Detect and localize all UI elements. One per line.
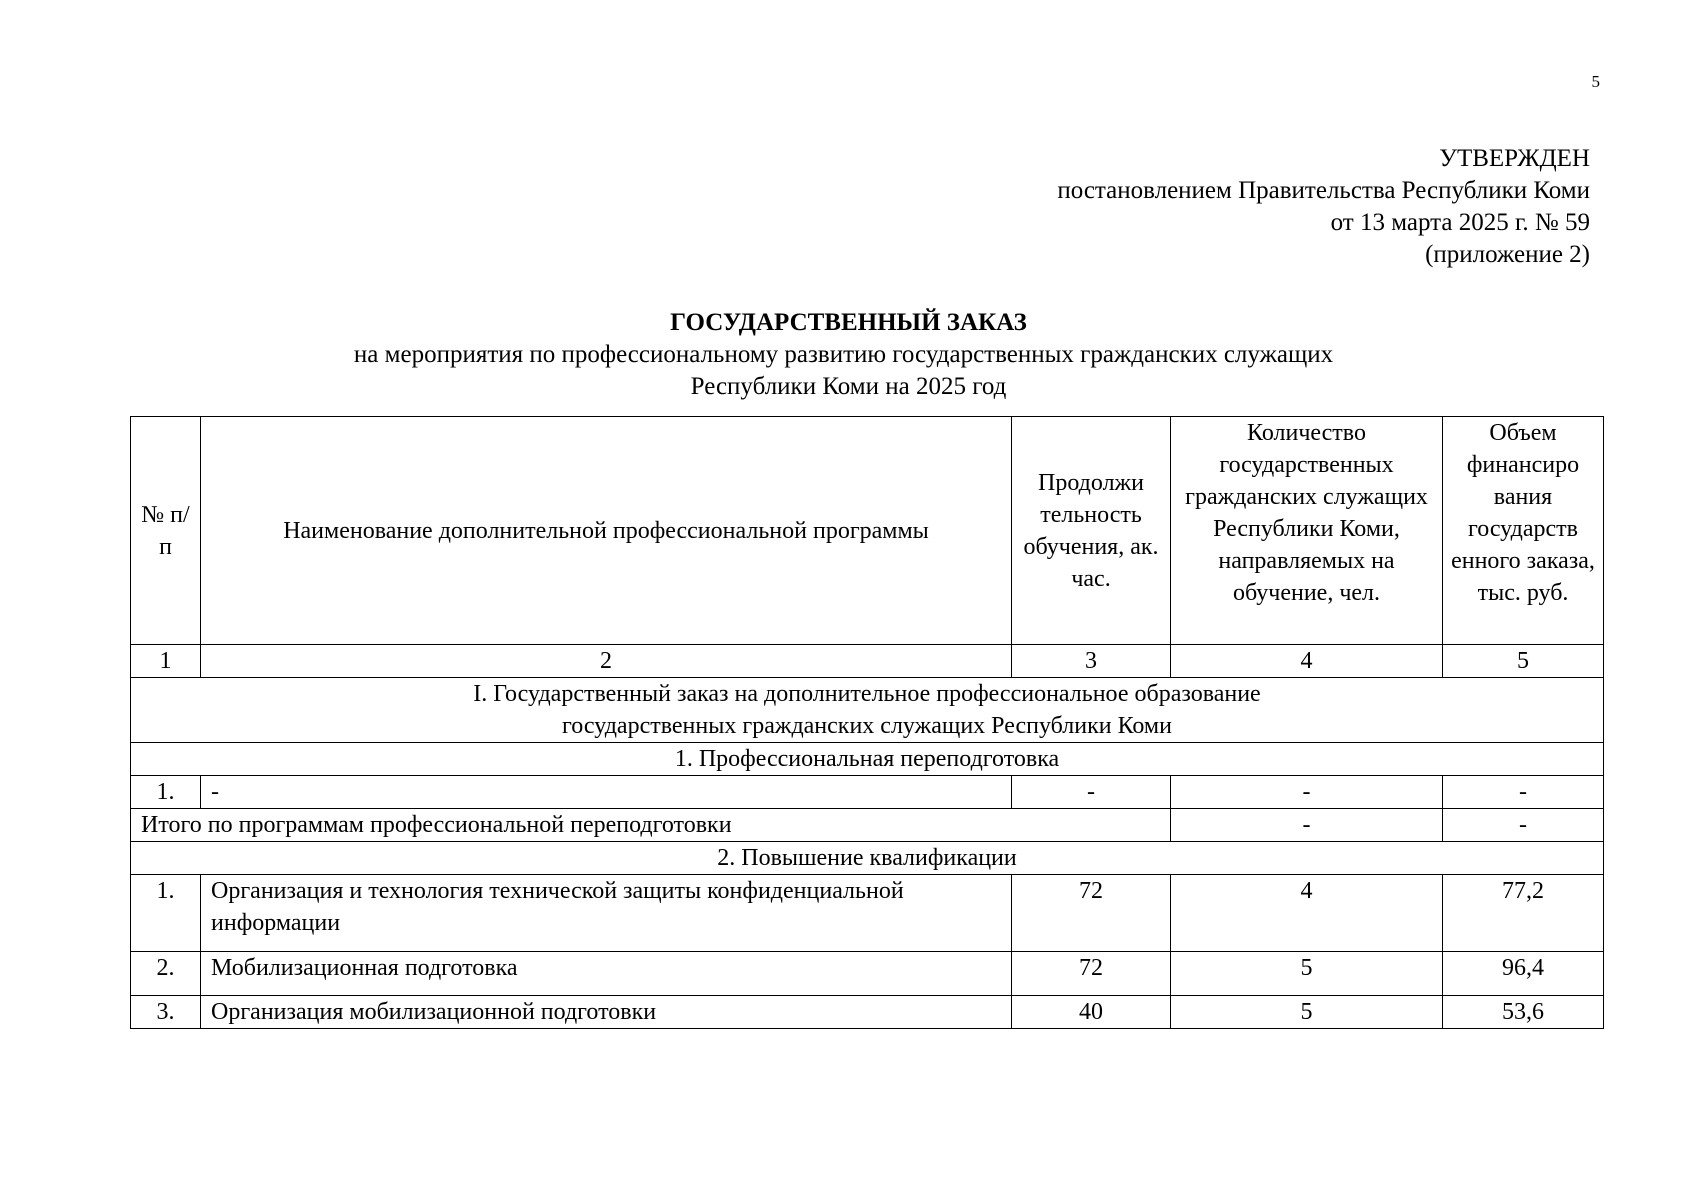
total-people-count: - bbox=[1171, 809, 1443, 842]
column-number: 4 bbox=[1171, 645, 1443, 678]
title-main: ГОСУДАРСТВЕННЫЙ ЗАКАЗ bbox=[670, 309, 1027, 336]
subsection-heading-qualification: 2. Повышение квалификации bbox=[131, 842, 1604, 875]
table-header-row bbox=[131, 417, 1604, 645]
approval-date: от 13 марта 2025 г. № 59 bbox=[1330, 209, 1590, 236]
subsection-heading-retraining: 1. Профессиональная переподготовка bbox=[131, 743, 1604, 776]
row-program-name: - bbox=[201, 776, 1012, 809]
row-duration: 72 bbox=[1012, 952, 1171, 996]
column-numbering-row bbox=[131, 645, 1604, 678]
table-row bbox=[131, 996, 1604, 1029]
column-number: 3 bbox=[1012, 645, 1171, 678]
column-number: 1 bbox=[131, 645, 201, 678]
total-row bbox=[131, 809, 1604, 842]
column-number: 2 bbox=[201, 645, 1012, 678]
row-people-count: 5 bbox=[1171, 952, 1443, 996]
header-duration: Продолжи тельность обучения, ак. час. bbox=[1012, 417, 1171, 645]
table-row bbox=[131, 875, 1604, 952]
row-number: 1. bbox=[131, 776, 201, 809]
document-title bbox=[0, 307, 1697, 403]
row-funding: - bbox=[1443, 776, 1604, 809]
page-number: 5 bbox=[1591, 72, 1600, 91]
title-subtitle-2: Республики Коми на 2025 год bbox=[690, 373, 1007, 400]
row-duration: 72 bbox=[1012, 875, 1171, 952]
subsection-heading-row bbox=[131, 842, 1604, 875]
approval-title: УТВЕРЖДЕН bbox=[1439, 145, 1590, 172]
section-heading-line-1: I. Государственный заказ на дополнительное профессиональное образование bbox=[473, 681, 1261, 707]
row-funding: 53,6 bbox=[1443, 996, 1604, 1029]
section-heading bbox=[131, 678, 1604, 743]
approval-decree: постановлением Правительства Республики Коми bbox=[1057, 177, 1590, 204]
row-number: 1. bbox=[131, 875, 201, 952]
row-program-name: Организация и технология технической защиты конфиденциальной информации bbox=[201, 875, 1012, 952]
row-program-name: Организация мобилизационной подготовки bbox=[201, 996, 1012, 1029]
total-funding: - bbox=[1443, 809, 1604, 842]
header-funding: Объем финансиро вания государств енного заказа, тыс. руб. bbox=[1443, 417, 1604, 645]
state-order-table bbox=[130, 416, 1604, 1029]
row-people-count: 4 bbox=[1171, 875, 1443, 952]
row-number: 3. bbox=[131, 996, 201, 1029]
header-people-count: Количество государственных гражданских служащих Республики Коми, направляемых на обучение, чел. bbox=[1171, 417, 1443, 645]
row-duration: - bbox=[1012, 776, 1171, 809]
section-heading-line-2: государственных гражданских служащих Республики Коми bbox=[562, 713, 1172, 739]
subsection-heading-row bbox=[131, 743, 1604, 776]
approval-stamp bbox=[1057, 143, 1590, 271]
row-number: 2. bbox=[131, 952, 201, 996]
header-program-name: Наименование дополнительной профессиональной программы bbox=[201, 417, 1012, 645]
row-duration: 40 bbox=[1012, 996, 1171, 1029]
row-people-count: - bbox=[1171, 776, 1443, 809]
table-row bbox=[131, 776, 1604, 809]
title-subtitle-1: на мероприятия по профессиональному развитию государственных гражданских служащих bbox=[353, 341, 1334, 368]
table-row bbox=[131, 952, 1604, 996]
approval-appendix: (приложение 2) bbox=[1425, 241, 1590, 268]
row-funding: 77,2 bbox=[1443, 875, 1604, 952]
section-heading-row bbox=[131, 678, 1604, 743]
header-number: № п/п bbox=[131, 417, 201, 645]
row-people-count: 5 bbox=[1171, 996, 1443, 1029]
row-funding: 96,4 bbox=[1443, 952, 1604, 996]
row-program-name: Мобилизационная подготовка bbox=[201, 952, 1012, 996]
column-number: 5 bbox=[1443, 645, 1604, 678]
total-label: Итого по программам профессиональной переподготовки bbox=[131, 809, 1171, 842]
